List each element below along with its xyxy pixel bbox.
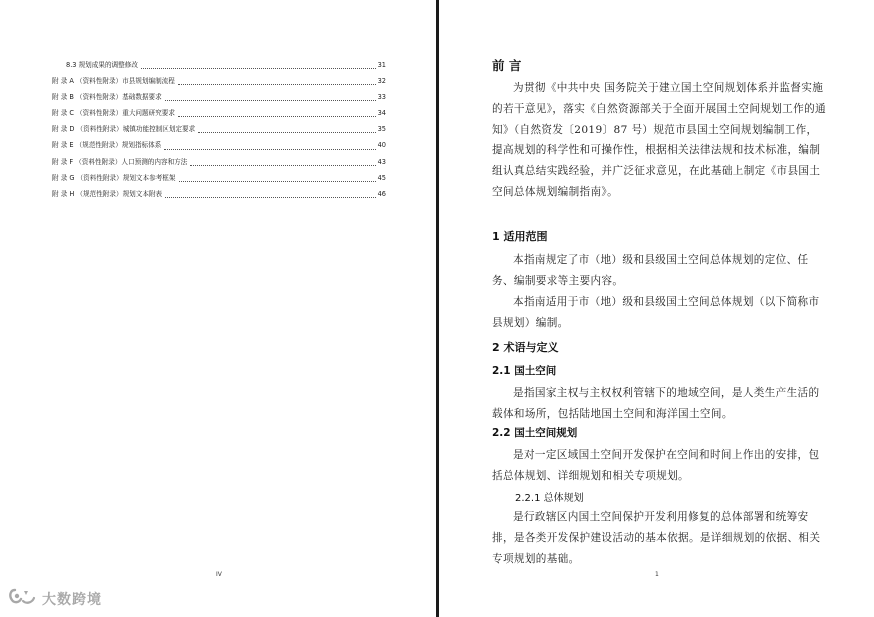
toc-entry[interactable] [52, 170, 386, 186]
toc-entry-page: 43 [377, 157, 386, 166]
toc-leader-dots [164, 149, 375, 150]
section-2-2-heading: 2.2 国土空间规划 [492, 427, 578, 439]
toc-leader-dots [165, 100, 376, 101]
toc-entry[interactable] [52, 105, 386, 121]
toc-entry-title: 8.3 规划成果的调整修改 [66, 61, 138, 69]
watermark-text: 大数跨境 [42, 592, 102, 608]
preface-paragraph: 为贯彻《中共中央 国务院关于建立国土空间规划体系并监督实施的若干意见》，落实《自然资源部关于全面开展国土空间规划工作的通知》（自然资发〔2019〕87 号）规范市县国土空间规划编制工作，提高规划的科学性和可操作性，根据相关法律法规和技术标准，编制组认真总结实践经验，并广泛征求意见，在此基础上制定《市县国土空间总体规划编制指南》。 [492, 82, 826, 198]
toc-entry[interactable] [52, 73, 386, 89]
toc-leader-dots [198, 132, 375, 133]
toc-entry-page: 31 [377, 61, 386, 69]
toc-entry-page: 32 [377, 77, 386, 86]
section-2-heading: 2 术语与定义 [492, 341, 559, 354]
toc-entry-title: 附 录 C （资料性附录）重大问题研究要求 [52, 109, 175, 118]
toc-leader-dots [178, 116, 376, 117]
right-page [439, 0, 874, 617]
toc-entry[interactable] [52, 121, 386, 137]
toc-leader-dots [179, 181, 376, 182]
preface-title: 前 言 [492, 58, 522, 73]
toc-entry[interactable] [52, 57, 386, 73]
section-1-heading: 1 适用范围 [492, 230, 548, 243]
toc-entry[interactable] [52, 89, 386, 105]
left-page [0, 0, 436, 617]
toc-entry-title: 附 录 A （资料性附录）市县规划编制流程 [52, 77, 175, 86]
toc-entry-title: 附 录 F （资料性附录）人口预测的内容和方法 [52, 157, 188, 166]
section-1-paragraph-1: 本指南规定了市（地）级和县级国土空间总体规划的定位、任务、编制要求等主要内容。 [492, 254, 809, 287]
toc-entry-page: 35 [377, 125, 386, 134]
toc-leader-dots [141, 68, 376, 69]
left-page-number: IV [216, 571, 222, 578]
toc-leader-dots [190, 165, 375, 166]
toc-entry-title: 附 录 G （资料性附录）规划文本参考框架 [52, 173, 176, 182]
toc-entry-title: 附 录 H （规范性附录）规划文本附表 [52, 189, 163, 198]
toc-entry[interactable] [52, 186, 386, 202]
section-2-1-heading: 2.1 国土空间 [492, 365, 557, 377]
brand-logo-icon [8, 587, 38, 611]
toc-entry[interactable] [52, 137, 386, 153]
toc-entry-title: 附 录 B （资料性附录）基础数据要求 [52, 93, 162, 102]
toc-leader-dots [178, 84, 376, 85]
toc-entry[interactable] [52, 154, 386, 170]
watermark [8, 587, 102, 611]
toc-leader-dots [165, 197, 375, 198]
toc-entry-page: 40 [377, 141, 386, 150]
toc-entry-title: 附 录 E （规范性附录）规划指标体系 [52, 141, 162, 150]
section-2-2-1-heading: 2.2.1 总体规划 [515, 493, 584, 504]
toc-entry-page: 45 [377, 173, 386, 182]
section-1-paragraph-2: 本指南适用于市（地）级和县级国土空间总体规划（以下简称市县规划）编制。 [492, 296, 820, 329]
toc-entry-page: 33 [377, 93, 386, 102]
toc-entry-page: 34 [377, 109, 386, 118]
section-2-1-paragraph: 是指国家主权与主权权利管辖下的地域空间，是人类生产生活的载体和场所，包括陆地国土空间和海洋国土空间。 [492, 387, 820, 420]
toc-entry-title: 附 录 D （资料性附录）城镇功能控制区划定要求 [52, 125, 196, 134]
toc-entry-page: 46 [377, 189, 386, 198]
section-2-2-1-paragraph: 是行政辖区内国土空间保护开发利用修复的总体部署和统筹安排，是各类开发保护建设活动的基本依据。是详细规划的依据、相关专项规划的基础。 [492, 511, 821, 565]
table-of-contents [52, 57, 386, 202]
section-2-2-paragraph: 是对一定区域国土空间开发保护在空间和时间上作出的安排，包括总体规划、详细规划和相关专项规划。 [492, 449, 820, 482]
right-page-number: 1 [655, 571, 659, 578]
